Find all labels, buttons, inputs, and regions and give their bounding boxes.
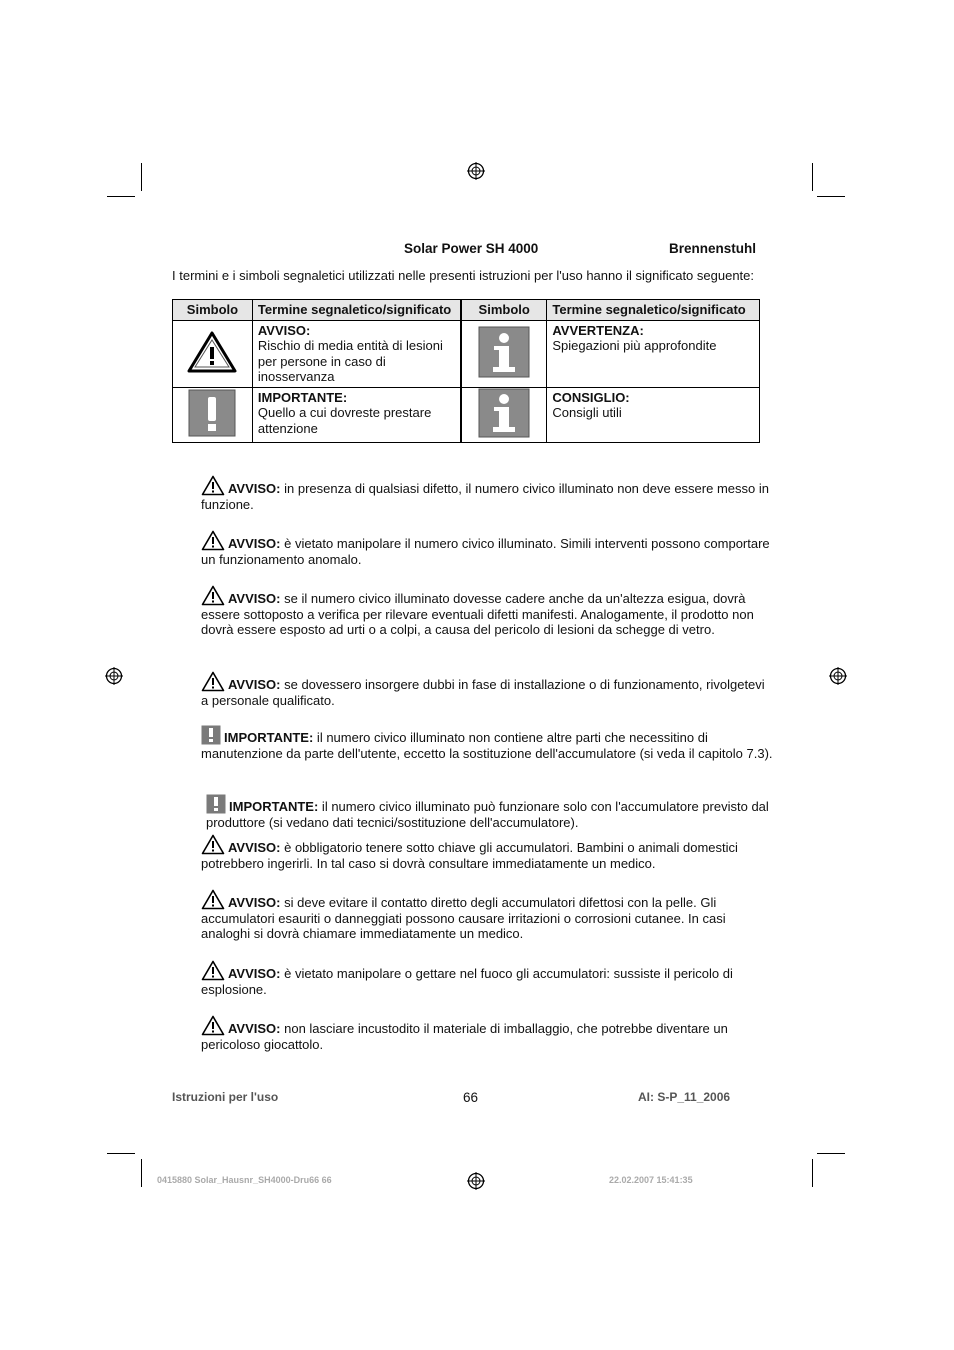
note-label: AVVISO: xyxy=(228,840,281,855)
warning-triangle-icon xyxy=(201,671,225,692)
term-description: Consigli utili xyxy=(552,405,622,420)
warning-triangle-icon xyxy=(201,960,225,981)
note-label: IMPORTANTE: xyxy=(229,799,319,814)
footer-left: Istruzioni per l'uso xyxy=(172,1090,279,1104)
term-description: Rischio di media entità di lesioni per persone in caso di inosservanza xyxy=(257,338,443,384)
note-text: è vietato manipolare o gettare nel fuoco gli accumulatori: sussiste il pericolo di esplosione. xyxy=(201,966,733,997)
registration-mark-icon xyxy=(829,667,847,685)
crop-mark xyxy=(107,1153,135,1154)
note-label: AVVISO: xyxy=(228,1021,281,1036)
note-label: AVVISO: xyxy=(228,481,281,496)
note-label: AVVISO: xyxy=(228,536,281,551)
symbol-cell xyxy=(461,320,547,387)
warning-triangle-icon xyxy=(201,834,225,855)
note-text: in presenza di qualsiasi difetto, il numero civico illuminato non deve essere messo in funzione. xyxy=(201,481,769,512)
warning-triangle-icon xyxy=(201,585,225,606)
note-text: è obbligatorio tenere sotto chiave gli accumulatori. Bambini o animali domestici potrebbero ingerirli. In tal caso si dovrà consultare immediatamente un medico. xyxy=(201,840,738,871)
info-icon xyxy=(478,388,530,438)
footer-right: AI: S-P_11_2006 xyxy=(638,1090,731,1104)
symbol-cell xyxy=(461,387,547,442)
safety-note xyxy=(201,475,773,512)
symbol-cell xyxy=(173,320,253,387)
print-slug-date: 22.02.2007 15:41:35 xyxy=(609,1175,693,1185)
column-header-term: Termine segnaletico/significato xyxy=(547,300,760,321)
safety-note xyxy=(201,671,773,708)
term-label: IMPORTANTE: xyxy=(257,389,348,405)
exclamation-icon xyxy=(188,389,236,437)
header-product: Solar Power SH 4000 xyxy=(404,241,539,256)
crop-mark xyxy=(817,196,845,197)
term-cell xyxy=(252,320,461,387)
term-cell xyxy=(547,320,760,387)
term-label: CONSIGLIO: xyxy=(552,389,630,405)
warning-triangle-icon xyxy=(201,530,225,551)
info-icon xyxy=(478,326,530,378)
note-text: il numero civico illuminato non contiene altre parti che necessitino di manutenzione da parte dell'utente, eccetto la sostituzione dell'accumulatore (si veda il capitolo 7.3). xyxy=(201,730,773,761)
warning-triangle-icon xyxy=(201,475,225,496)
safety-note xyxy=(201,1015,773,1052)
registration-mark-icon xyxy=(467,1172,485,1190)
note-text: è vietato manipolare il numero civico illuminato. Simili interventi possono comportare un funzionamento anomalo. xyxy=(201,536,770,567)
note-text: se il numero civico illuminato dovesse cadere anche da un'altezza esigua, dovrà essere sottoposto a verifica per rilevare eventuali difetti manifesti. Analogamente, il prodotto non dovrà essere esposto ad urti o a colpi, a causa del pericolo di lesioni da schegge di vetro. xyxy=(201,591,754,638)
symbol-cell xyxy=(173,387,253,442)
header-brand: Brennenstuhl xyxy=(669,241,757,256)
term-description: Spiegazioni più approfondite xyxy=(552,338,717,353)
warning-triangle-icon xyxy=(186,330,238,374)
table-row xyxy=(173,320,760,387)
term-description: Quello a cui dovreste prestare attenzione xyxy=(257,405,432,436)
intro-text: I termini e i simboli segnaletici utilizzati nelle presenti istruzioni per l'uso hanno il significato seguente: xyxy=(172,268,754,283)
warning-triangle-icon xyxy=(201,1015,225,1036)
warning-triangle-icon xyxy=(201,889,225,910)
table-row xyxy=(173,387,760,442)
exclamation-icon xyxy=(206,794,226,814)
column-header-term: Termine segnaletico/significato xyxy=(252,300,461,321)
safety-note xyxy=(201,725,773,761)
exclamation-icon xyxy=(201,725,221,745)
term-cell xyxy=(252,387,461,442)
note-text: si deve evitare il contatto diretto degli accumulatori difettosi con la pelle. Gli accumulatori esauriti o danneggiati possono causare irritazioni o corrosioni cutanee. In casi analoghi si dovrà chiamare immediatamente un medico. xyxy=(201,895,726,942)
term-label: AVVERTENZA: xyxy=(552,322,644,338)
safety-note xyxy=(206,794,773,830)
note-text: se dovessero insorgere dubbi in fase di installazione o di funzionamento, rivolgetevi a personale qualificato. xyxy=(201,677,765,708)
registration-mark-icon xyxy=(105,667,123,685)
safety-note xyxy=(201,530,773,567)
safety-note xyxy=(201,834,773,871)
note-label: AVVISO: xyxy=(228,966,281,981)
crop-mark xyxy=(141,163,142,191)
column-header-symbol: Simbolo xyxy=(173,300,253,321)
note-text: non lasciare incustodito il materiale di imballaggio, che potrebbe diventare un pericoloso giocattolo. xyxy=(201,1021,728,1052)
page-number: 66 xyxy=(463,1090,479,1105)
registration-mark-icon xyxy=(467,162,485,180)
crop-mark xyxy=(812,1159,813,1187)
note-label: AVVISO: xyxy=(228,895,281,910)
term-label: AVVISO: xyxy=(257,322,311,338)
print-slug-file: 0415880 Solar_Hausnr_SH4000-Dru66 66 xyxy=(157,1175,332,1185)
note-text: il numero civico illuminato può funzionare solo con l'accumulatore previsto dal produttore (si vedano dati tecnici/sostituzione dell'accumulatore). xyxy=(206,799,769,830)
crop-mark xyxy=(141,1159,142,1187)
safety-note xyxy=(201,585,773,638)
note-label: IMPORTANTE: xyxy=(224,730,314,745)
crop-mark xyxy=(817,1153,845,1154)
note-label: AVVISO: xyxy=(228,677,281,692)
symbol-table xyxy=(172,299,760,443)
note-label: AVVISO: xyxy=(228,591,281,606)
column-header-symbol: Simbolo xyxy=(461,300,547,321)
crop-mark xyxy=(107,196,135,197)
term-cell xyxy=(547,387,760,442)
safety-note xyxy=(201,960,773,997)
table-header-row xyxy=(173,300,760,321)
crop-mark xyxy=(812,163,813,191)
safety-note xyxy=(201,889,773,942)
